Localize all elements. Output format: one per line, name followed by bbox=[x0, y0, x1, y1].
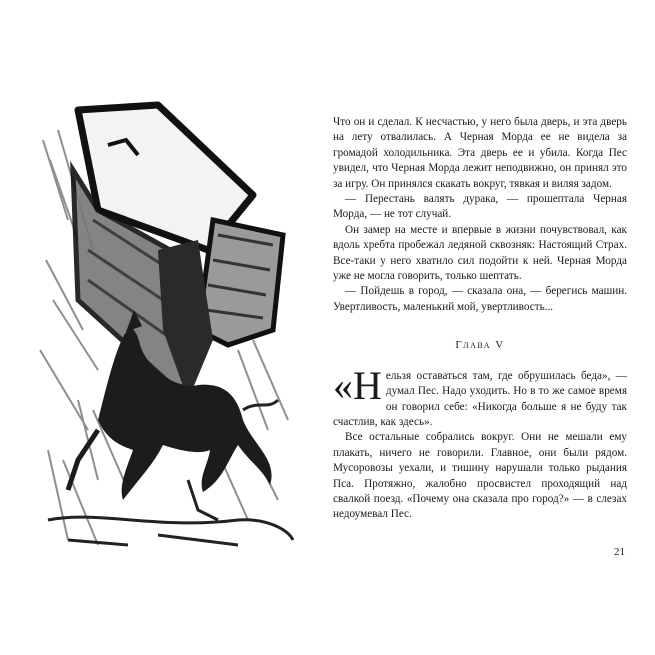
chapter-heading: Глава V bbox=[455, 339, 505, 352]
drop-cap: «Н bbox=[333, 362, 382, 408]
paragraph: Что он и сделал. К несчастью, у него была дверь, и эта дверь на лету отвалилась. А Черная Морда ее не видела за громадой холодильника. Эта дверь ее и убила. Когда Пес увидел, что Черная Морда лежит неподвижно, он принял это за игру. Он принялся скакать вокруг, тявкая и виляя задом. bbox=[333, 116, 627, 190]
paragraph-text: ельзя оставаться там, где обрушилась беда», — думал Пес. Надо уходить. Но в то же самое время он говорил себе: «Никогда больше я не буду так счастлив, как здесь». bbox=[333, 369, 627, 428]
text-column bbox=[333, 115, 627, 523]
paragraph: Он замер на месте и впервые в жизни почувствовал, как вдоль хребта пробежал ледяной сквозняк: Настоящий Страх. Все-таки у него хватило сил подойти к ней. Черная Морда уже не могла говорить, только шептать. bbox=[333, 223, 627, 283]
paragraph: — Пойдешь в город, — сказала она, — берегись машин. Увертливость, маленький мой, увертливость... bbox=[333, 285, 627, 313]
page-number: 21 bbox=[614, 546, 625, 558]
illustration-dog-in-dump bbox=[38, 100, 296, 555]
chapter-opening-paragraph bbox=[333, 362, 627, 431]
ink-drawing-icon bbox=[38, 100, 296, 555]
paragraph: Все остальные собрались вокруг. Они не мешали ему плакать, ничего не говорили. Главное, они были рядом. Мусоровозы уехали, и тишину нарушали только рыдания Пса. Протяжно, жалобно просвистел проходящий над свалкой поезд. «Почему она сказала про город?» — в слезах недоумевал Пес. bbox=[333, 431, 627, 521]
paragraph: — Перестань валять дурака, — прошептала Черная Морда, — не тот случай. bbox=[333, 193, 627, 221]
